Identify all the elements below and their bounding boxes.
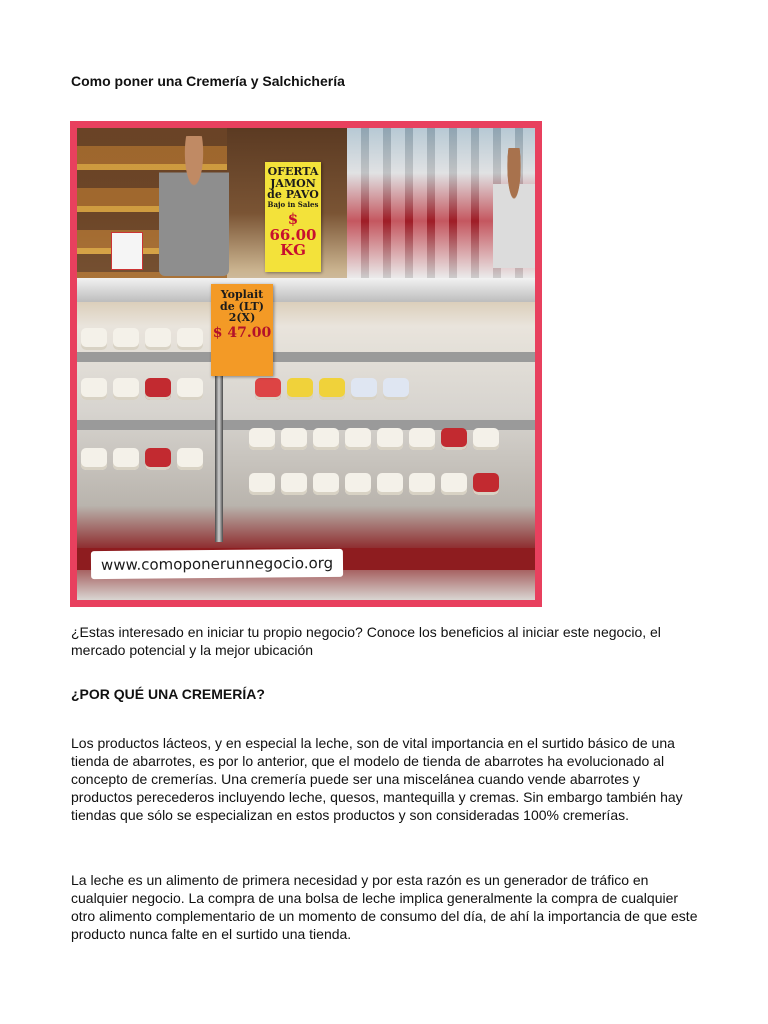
body-paragraph-2: La leche es un alimento de primera necesidad y por esta razón es un generador de tráfico en cualquier negocio. La compra de una bolsa de leche implica generalmente la compra de cualquier otro alimento complementario de un momento de consumo del día, de ahí la importancia de que este producto nunca falte en el surtido una tienda. bbox=[71, 872, 698, 942]
yoplait-sign-line2: de (LT) bbox=[220, 299, 264, 313]
offer-sign-line3: de PAVO bbox=[267, 188, 319, 202]
body-paragraph-1: Los productos lácteos, y en especial la leche, son de vital importancia en el surtido básico de una tienda de abarrotes, es por lo anterior, que el modelo de tienda de abarrotes ha evolucionado al concepto de cremerías. Una cremería puede ser una miscelánea cuando vende abarrotes y productos perecederos incluyendo leche, quesos, mantequilla y cremas. Sin embargo también hay tiendas que sólo se especializan en estos productos y son consideradas 100% cremerías. bbox=[71, 735, 683, 823]
website-url-watermark: www.comoponerunnegocio.org bbox=[91, 549, 343, 579]
offer-sign-line1: OFERTA bbox=[267, 165, 319, 178]
offer-sign-line2: JAMON bbox=[270, 176, 316, 190]
offer-sign-line4: Bajo in Sales bbox=[267, 199, 319, 209]
offer-sign bbox=[265, 162, 321, 272]
customer-figure bbox=[493, 148, 535, 268]
cheese-row bbox=[81, 328, 203, 350]
yoplait-sign-line3: 2(X) bbox=[228, 311, 256, 325]
section-heading: ¿POR QUÉ UNA CREMERÍA? bbox=[71, 686, 265, 702]
yoplait-sign-price: $ 47.00 bbox=[212, 324, 272, 341]
offer-sign-price: $ 66.00 KG bbox=[269, 209, 317, 260]
store-photo bbox=[70, 121, 542, 607]
store-clerk-figure bbox=[159, 136, 229, 276]
yoplait-sign-line1: Yoplait bbox=[220, 288, 264, 301]
intro-paragraph: ¿Estas interesado en iniciar tu propio negocio? Conoce los beneficios al iniciar este negocio, el mercado potencial y la mejor ubicación bbox=[71, 624, 661, 658]
cheese-row bbox=[249, 428, 499, 450]
cheese-row bbox=[81, 448, 203, 470]
yoplait-sign bbox=[211, 284, 273, 376]
price-tag-small bbox=[111, 232, 143, 270]
cheese-row bbox=[255, 378, 409, 400]
display-case-top bbox=[77, 278, 535, 302]
cremeria-counter-image bbox=[77, 128, 535, 600]
document-title: Como poner una Cremería y Salchichería bbox=[71, 73, 345, 89]
case-shelf bbox=[77, 352, 535, 362]
cheese-row bbox=[81, 378, 203, 400]
cheese-row bbox=[249, 473, 499, 495]
